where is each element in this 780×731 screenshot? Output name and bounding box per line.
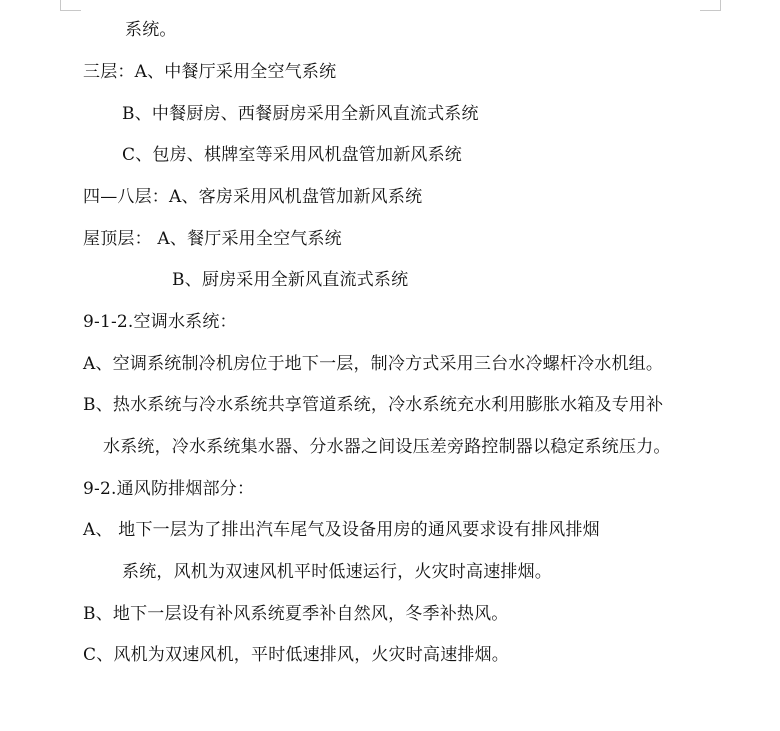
text-line: A、空调系统制冷机房位于地下一层，制冷方式采用三台水冷螺杆冷水机组。 [83,354,664,374]
text-line: B、地下一层设有补风系统夏季补自然风，冬季补热风。 [83,604,509,624]
text-line: 屋顶层： A、餐厅采用全空气系统 [83,229,342,249]
text-line: 水系统，冷水系统集水器、分水器之间设压差旁路控制器以稳定系统压力。 [103,437,671,457]
section-heading: 9-2.通风防排烟部分： [83,479,255,499]
text-line: 系统，风机为双速风机平时低速运行，火灾时高速排烟。 [122,562,552,582]
text-line: 四—八层：A、客房采用风机盘管加新风系统 [83,187,423,207]
page-corner-mark-left [60,0,81,11]
page-corner-mark-right [700,0,721,11]
text-line: 系统。 [125,20,177,40]
text-line: B、热水系统与冷水系统共享管道系统，冷水系统充水利用膨胀水箱及专用补 [83,395,664,415]
text-line: C、包房、棋牌室等采用风机盘管加新风系统 [122,145,463,165]
section-heading: 9-1-2.空调水系统： [83,312,237,332]
text-line: A、 地下一层为了排出汽车尾气及设备用房的通风要求设有排风排烟 [83,520,600,540]
text-line: 三层：A、中餐厅采用全空气系统 [83,62,337,82]
text-line: C、风机为双速风机，平时低速排风，火灾时高速排烟。 [83,645,510,665]
text-line: B、中餐厨房、西餐厨房采用全新风直流式系统 [122,104,479,124]
text-line: B、厨房采用全新风直流式系统 [172,270,409,290]
